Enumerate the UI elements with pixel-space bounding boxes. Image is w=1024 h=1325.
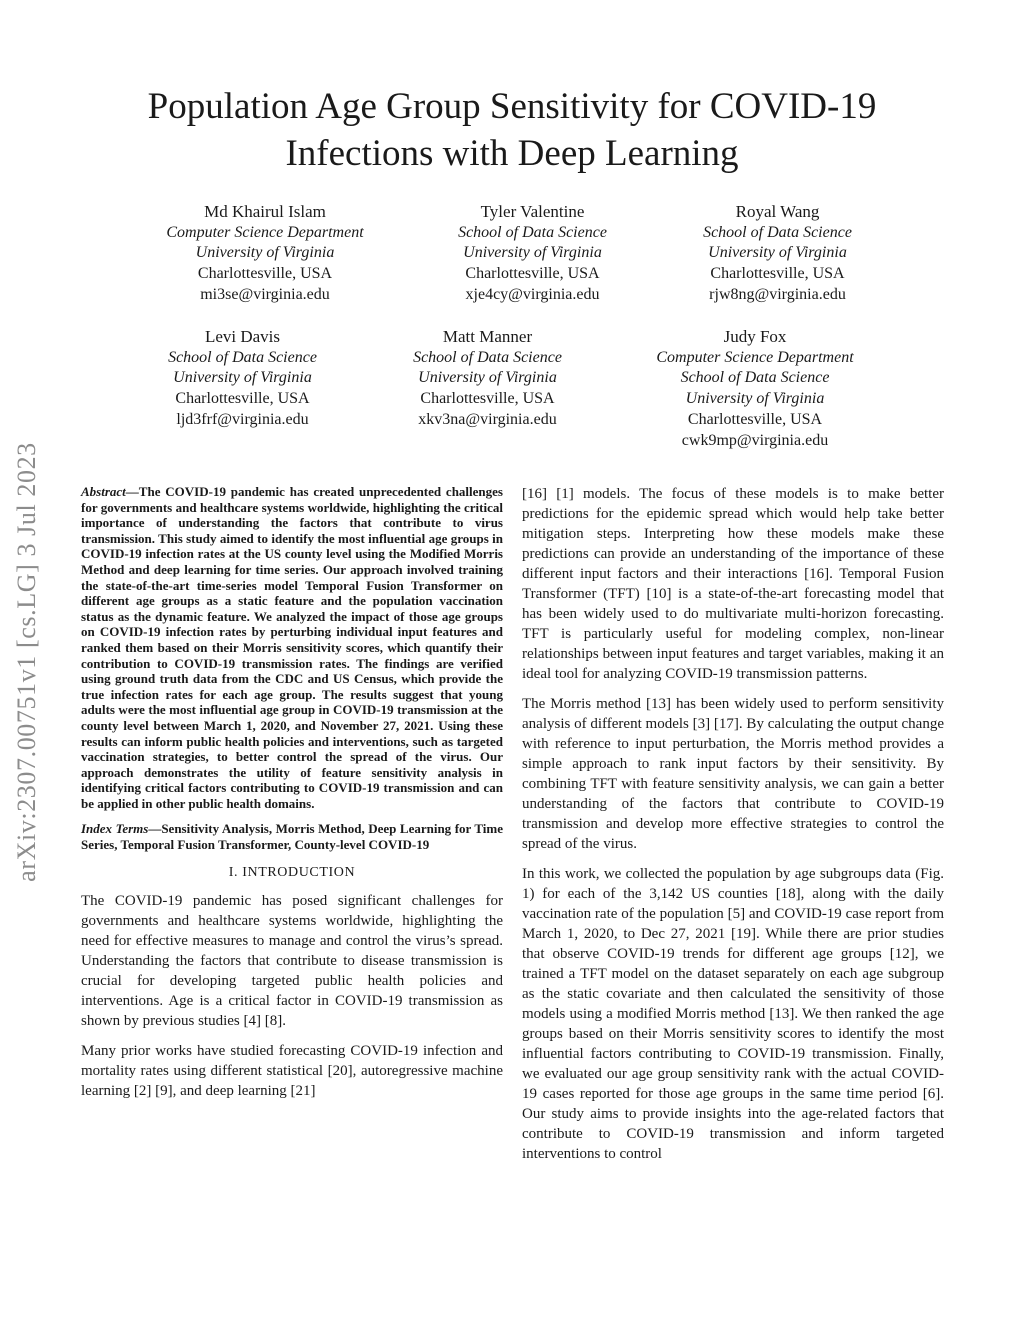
- author-email: ljd3frf@virginia.edu: [176, 410, 309, 428]
- abstract-label: Abstract: [81, 484, 126, 499]
- author-department: Computer Science Department: [656, 348, 854, 366]
- author-email: cwk9mp@virginia.edu: [681, 431, 829, 449]
- author-block-6: [640, 327, 870, 451]
- abstract-text: —The COVID-19 pandemic has created unprecedented challenges for governments and healthcare systems worldwide, highlighting the critical importance of understanding the factors that contribute to virus transmission. This study aimed to identify the most influential age groups in COVID-19 infection rates at the US county level using the Modified Morris Method and deep learning for time series. Our approach involved training the state-of-the-art time-series model Temporal Fusion Transformer on different age groups as a static feature and the population vaccination status as the dynamic feature. We analyzed the impact of those age groups on COVID-19 infection rates by perturbing individual input features and ranked them based on their Morris sensitivity scores, which quantify their contribution to COVID-19 transmission rates. The findings are verified using ground truth data from the CDC and US Census, which provide the true infection rates for each age group. The results suggest that young adults were the most influential age group in COVID-19 transmission at the county level between March 1, 2020, and November 27, 2021. Using these results can inform public health policies and interventions, such as targeted vaccination strategies, to better control the spread of the virus. Our approach demonstrates the utility of feature sensitivity analysis in identifying critical factors contributing to COVID-19 transmission and can be applied in other public health domains.: [81, 484, 503, 811]
- author-university: University of Virginia: [418, 369, 557, 387]
- index-terms: [81, 821, 503, 852]
- title-line-1: Population Age Group Sensitivity for COVID-19: [147, 86, 877, 127]
- intro-paragraph-3: [16] [1] models. The focus of these models is to make better predictions for the epidemic spread which would help take better mitigation steps. Interpreting how these models make these predictions can provide an understanding of the importance of these different input factors and their interactions [16]. Temporal Fusion Transformer (TFT) [10] is a state-of-the-art forecasting model that has been widely used to do multivariate multi-horizon forecasting. TFT is particularly useful for modeling complex, non-linear relationships between input features and target variables, making it an ideal tool for analyzing COVID-19 transmission patterns.: [522, 486, 944, 682]
- section-heading-introduction: I. INTRODUCTION: [228, 864, 356, 880]
- author-name: Royal Wang: [735, 202, 820, 221]
- author-department-secondary: School of Data Science: [680, 369, 830, 387]
- abstract: [81, 484, 503, 811]
- author-department: School of Data Science: [168, 348, 317, 366]
- author-name: Md Khairul Islam: [204, 202, 326, 221]
- author-location: Charlottesville, USA: [420, 390, 555, 408]
- author-email: rjw8ng@virginia.edu: [709, 285, 846, 303]
- author-block-5: [385, 327, 590, 431]
- author-university: University of Virginia: [685, 390, 825, 408]
- paper-title: [80, 83, 944, 177]
- intro-paragraph-2: Many prior works have studied forecasting COVID-19 infection and mortality rates using different statistical [20], autoregressive machine learning [2] [9], and deep learning [21]: [81, 1042, 503, 1099]
- author-university: University of Virginia: [173, 369, 312, 387]
- author-department: School of Data Science: [703, 223, 852, 241]
- author-name: Matt Manner: [442, 327, 533, 346]
- author-location: Charlottesville, USA: [687, 410, 823, 428]
- author-block-1: [150, 202, 380, 306]
- author-block-2: [420, 202, 645, 306]
- intro-paragraph-4: The Morris method [13] has been widely used to perform sensitivity analysis of different models [3] [17]. By calculating the output change with reference to input perturbation, the Morris method provides a simple approach to rank input factors by their sensitivity. By combining TFT with feature sensitivity analysis, we can gain a better understanding of the factors that contribute to COVID-19 transmission and develop more effective strategies to control the spread of the virus.: [522, 696, 944, 852]
- left-column: [81, 484, 503, 1111]
- index-terms-text: —Sensitivity Analysis, Morris Method, Deep Learning for Time Series, Temporal Fusion Transformer, County-level COVID-19: [81, 821, 503, 853]
- author-university: University of Virginia: [708, 244, 847, 262]
- author-department: School of Data Science: [458, 223, 607, 241]
- intro-paragraph-1: The COVID-19 pandemic has posed significant challenges for governments and healthcare systems worldwide, highlighting the need for effective measures to manage and control the virus’s spread. Understanding the factors that contribute to disease transmission is crucial for developing targeted public health policies and interventions. Age is a critical factor in COVID-19 transmission as shown by previous studies [4] [8].: [81, 892, 503, 1029]
- arxiv-identifier: arXiv:2307.00751v1 [cs.LG] 3 Jul 2023: [12, 442, 41, 882]
- author-department: Computer Science Department: [166, 223, 364, 241]
- intro-paragraph-5: In this work, we collected the population by age subgroups data (Fig. 1) for each of the 3,142 US counties [18], along with the daily vaccination rate of the population [5] and COVID-19 case report from March 1, 2020, to Dec 27, 2021 [19]. While there are prior studies that observe COVID-19 trends for different age groups [12], we trained a TFT model on the dataset separately on each age subgroup as the static covariate and then calculated the sensitivity of those models using a modified Morris method [13]. We then ranked the age groups based on their Morris sensitivity scores to identify the most influential factors contributing to COVID-19 transmission. Finally, we evaluated our age group sensitivity rank with the actual COVID-19 cases reported for those age groups in the same time period [6]. Our study aims to provide insights into the age-related factors that contribute to COVID-19 transmission and inform targeted interventions to control: [522, 866, 944, 1162]
- author-name: Tyler Valentine: [480, 202, 585, 221]
- author-name: Judy Fox: [723, 327, 787, 346]
- author-university: University of Virginia: [195, 244, 335, 262]
- index-terms-label: Index Terms: [81, 821, 149, 837]
- author-block-4: [140, 327, 345, 431]
- author-location: Charlottesville, USA: [465, 265, 600, 283]
- author-location: Charlottesville, USA: [175, 390, 310, 408]
- author-email: xje4cy@virginia.edu: [465, 285, 600, 303]
- author-email: xkv3na@virginia.edu: [418, 410, 557, 428]
- title-line-2: Infections with Deep Learning: [285, 133, 739, 174]
- author-name: Levi Davis: [204, 327, 281, 346]
- author-location: Charlottesville, USA: [710, 265, 845, 283]
- author-university: University of Virginia: [463, 244, 602, 262]
- author-location: Charlottesville, USA: [197, 265, 333, 283]
- author-department: School of Data Science: [413, 348, 562, 366]
- author-block-3: [665, 202, 890, 306]
- author-email: mi3se@virginia.edu: [200, 285, 330, 303]
- right-column: [522, 484, 944, 1174]
